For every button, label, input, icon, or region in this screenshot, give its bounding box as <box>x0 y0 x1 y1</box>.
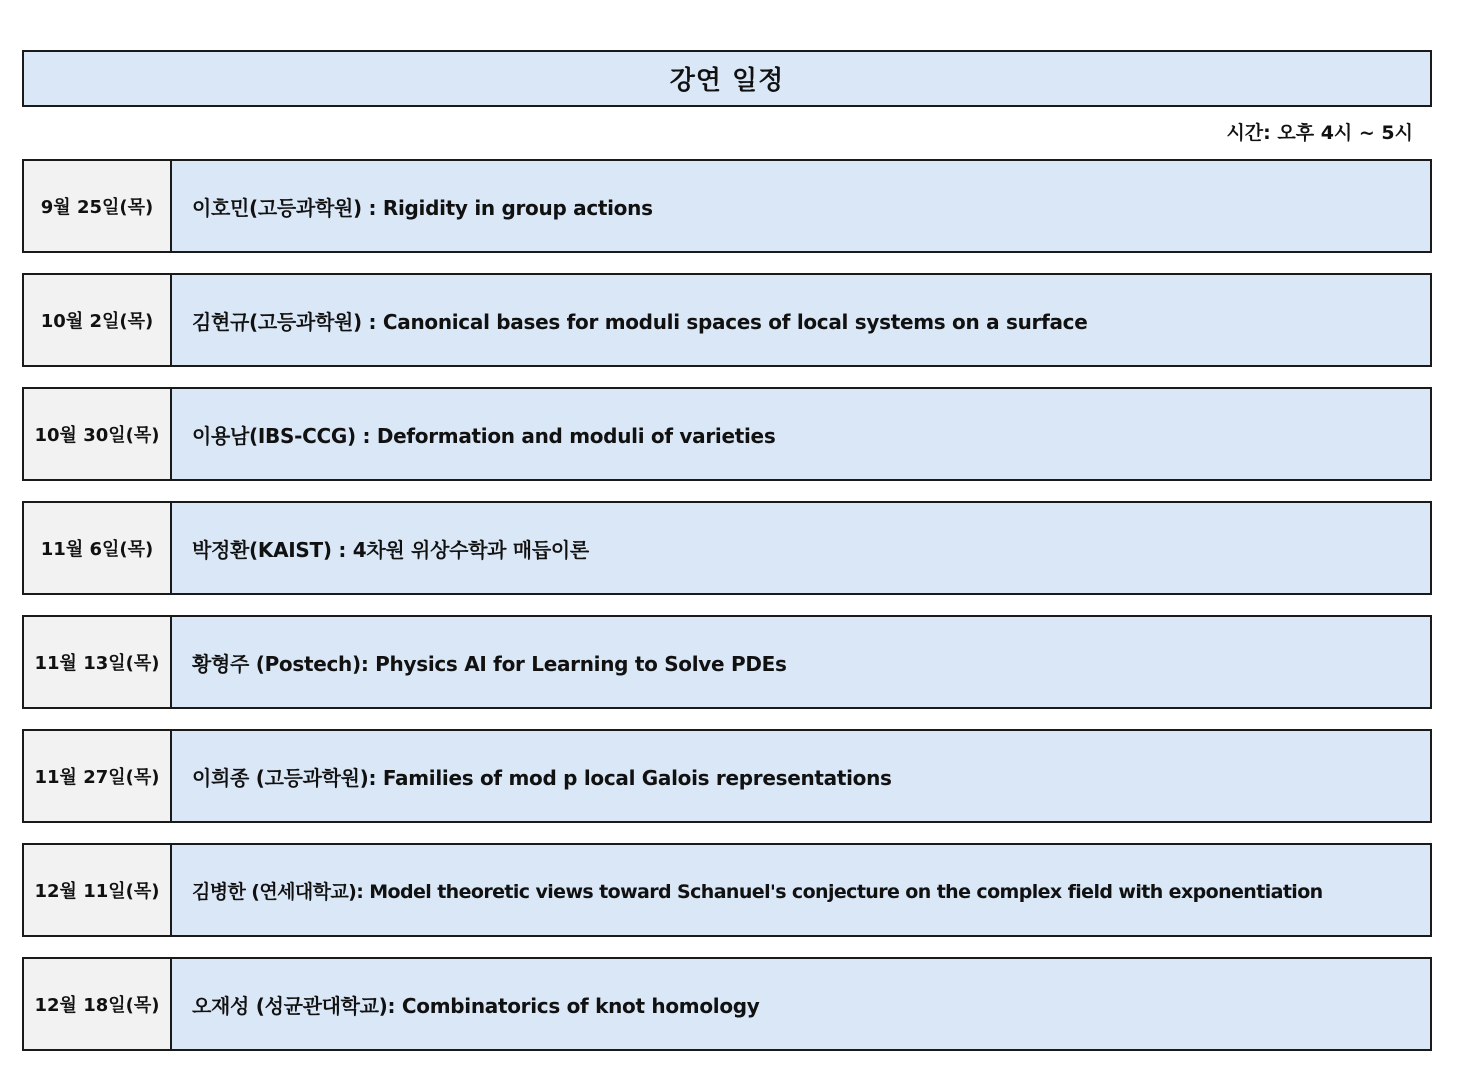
schedule-row <box>22 729 1432 823</box>
schedule-row <box>22 273 1432 367</box>
schedule-row <box>22 615 1432 709</box>
date-cell: 12월 11일(목) <box>24 845 172 935</box>
talk-cell: 김병한 (연세대학교): Model theoretic views toward Schanuel's conjecture on the complex field with exponentiation <box>192 880 1323 903</box>
talk-cell: 황형주 (Postech): Physics AI for Learning to Solve PDEs <box>192 651 787 676</box>
schedule-row <box>22 957 1432 1051</box>
talk-cell: 김현규(고등과학원) : Canonical bases for moduli spaces of local systems on a surface <box>192 309 1088 334</box>
talk-cell: 오재성 (성균관대학교): Combinatorics of knot homology <box>192 993 760 1018</box>
schedule-row <box>22 501 1432 595</box>
schedule-row <box>22 387 1432 481</box>
date-cell: 9월 25일(목) <box>24 161 172 251</box>
page-title: 강연 일정 <box>669 66 785 96</box>
talk-cell: 박정환(KAIST) : 4차원 위상수학과 매듭이론 <box>192 537 589 562</box>
schedule-table <box>22 159 1432 1051</box>
talk-cell: 이호민(고등과학원) : Rigidity in group actions <box>192 195 653 220</box>
date-cell: 10월 2일(목) <box>24 275 172 365</box>
date-cell: 10월 30일(목) <box>24 389 172 479</box>
date-cell: 11월 27일(목) <box>24 731 172 821</box>
time-note: 시간: 오후 4시 ~ 5시 <box>1226 122 1413 144</box>
date-cell: 11월 13일(목) <box>24 617 172 707</box>
date-cell: 12월 18일(목) <box>24 959 172 1049</box>
schedule-title-box <box>22 50 1432 107</box>
talk-cell: 이희종 (고등과학원): Families of mod p local Galois representations <box>192 765 892 790</box>
talk-cell: 이용남(IBS-CCG) : Deformation and moduli of varieties <box>192 423 776 448</box>
date-cell: 11월 6일(목) <box>24 503 172 593</box>
schedule-row <box>22 843 1432 937</box>
schedule-row <box>22 159 1432 253</box>
